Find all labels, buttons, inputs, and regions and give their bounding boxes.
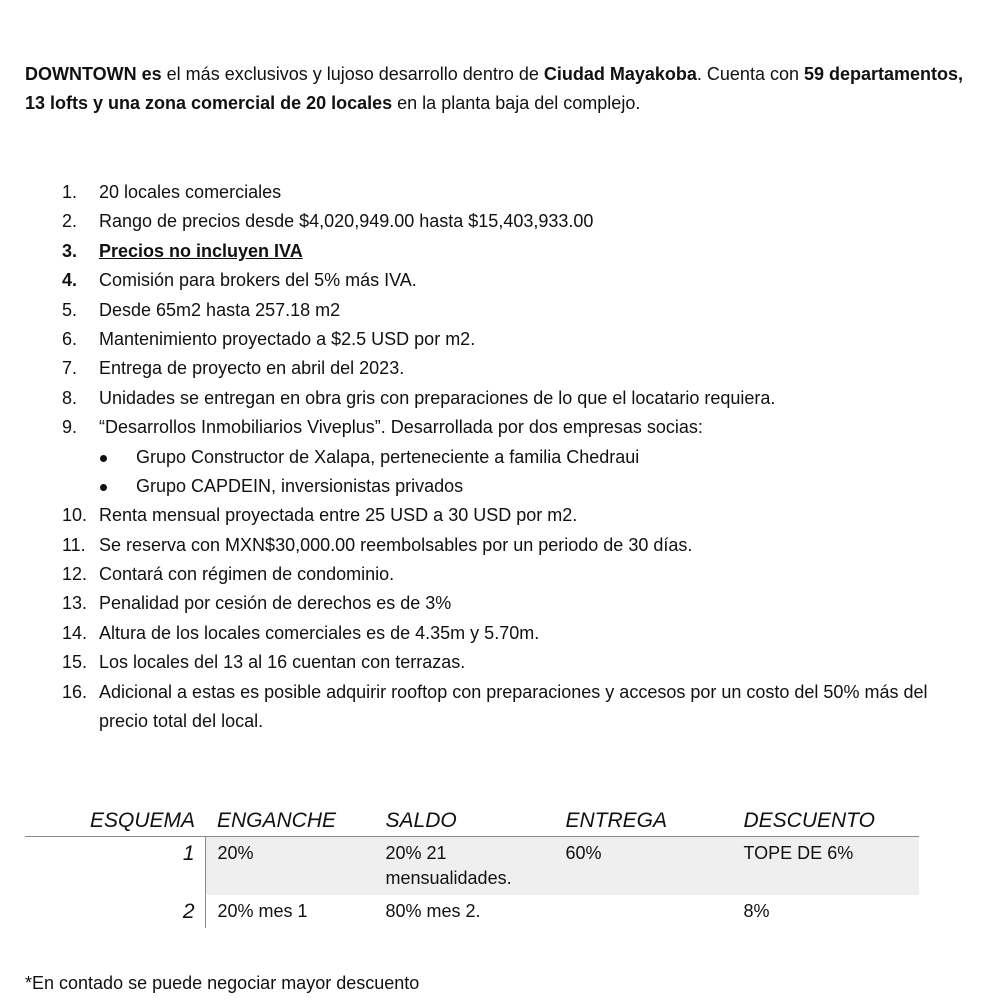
list-number: 7. xyxy=(62,358,78,379)
list-item xyxy=(62,384,962,413)
list-item xyxy=(62,589,962,618)
list-number: 15. xyxy=(62,652,88,673)
list-item xyxy=(62,560,962,589)
list-text: 20 locales comerciales xyxy=(99,182,282,202)
list-item xyxy=(62,207,962,236)
list-item xyxy=(62,266,962,295)
list-item xyxy=(62,413,962,442)
list-text: Adicional a estas es posible adquirir rooftop con preparaciones y accesos por un costo del 50% más del precio total del local. xyxy=(99,681,928,732)
list-item xyxy=(62,296,962,325)
intro-text-1: el más exclusivos y lujoso desarrollo dentro de xyxy=(161,64,544,84)
header-saldo: SALDO xyxy=(386,806,566,837)
cell-descuento: TOPE DE 6% xyxy=(744,837,920,896)
list-number: 13. xyxy=(62,593,88,614)
list-number: 4. xyxy=(62,270,78,291)
features-list xyxy=(62,178,962,736)
list-item xyxy=(62,178,962,207)
intro-paragraph xyxy=(25,60,975,118)
list-number: 8. xyxy=(62,387,78,408)
header-descuento: DESCUENTO xyxy=(744,806,920,837)
list-text: Rango de precios desde $4,020,949.00 hasta $15,403,933.00 xyxy=(99,211,594,232)
table-row xyxy=(25,837,919,896)
list-text: Altura de los locales comerciales es de 4.35m y 5.70m. xyxy=(99,622,540,643)
bullet-text: Grupo CAPDEIN, inversionistas privados xyxy=(136,475,464,496)
table-row xyxy=(25,895,919,928)
list-number: 9. xyxy=(62,417,78,438)
list-number: 2. xyxy=(62,211,78,232)
list-number: 1. xyxy=(62,182,78,202)
intro-text-2: . Cuenta con xyxy=(696,64,804,84)
cell-descuento: 8% xyxy=(743,901,770,921)
list-text: “Desarrollos Inmobiliarios Viveplus”. Desarrollada por dos empresas socias: xyxy=(99,417,703,438)
footnote: *En contado se puede negociar mayor descuento xyxy=(25,973,420,993)
list-item xyxy=(62,325,962,354)
list-item xyxy=(62,648,962,677)
list-number: 5. xyxy=(62,299,78,320)
list-item xyxy=(62,619,962,648)
list-number: 16. xyxy=(62,681,88,702)
bullet-icon xyxy=(100,455,107,462)
list-text: Los locales del 13 al 16 cuentan con terrazas. xyxy=(99,652,466,673)
bullet-icon xyxy=(100,484,107,491)
payment-schema-table xyxy=(25,806,919,928)
list-item xyxy=(62,531,962,560)
list-text: Desde 65m2 hasta 257.18 m2 xyxy=(99,299,341,320)
cell-esquema: 2 xyxy=(25,895,205,928)
bullet-item xyxy=(62,472,962,501)
header-entrega: ENTREGA xyxy=(566,806,744,837)
table-header-row xyxy=(25,806,919,837)
list-number: 12. xyxy=(62,564,88,585)
list-text: Renta mensual proyectada entre 25 USD a 30 USD por m2. xyxy=(99,505,578,526)
list-item xyxy=(62,354,962,383)
list-text: Mantenimiento proyectado a $2.5 USD por m2. xyxy=(99,328,476,349)
list-text: Comisión para brokers del 5% más IVA. xyxy=(99,270,417,291)
header-enganche: ENGANCHE xyxy=(205,806,386,837)
city-name: Ciudad Mayakoba xyxy=(543,64,697,84)
cell-entrega xyxy=(566,895,744,928)
list-number: 10. xyxy=(62,505,88,526)
list-text: Contará con régimen de condominio. xyxy=(99,564,395,585)
bullet-item xyxy=(62,443,962,472)
list-text: Penalidad por cesión de derechos es de 3% xyxy=(99,593,452,614)
list-item xyxy=(62,501,962,530)
intro-text-3: en la planta baja del complejo. xyxy=(392,93,641,113)
bullet-text: Grupo Constructor de Xalapa, perteneciente a familia Chedraui xyxy=(136,446,640,467)
list-text: Unidades se entregan en obra gris con preparaciones de lo que el locatario requiera. xyxy=(99,387,776,408)
list-number: 6. xyxy=(62,328,78,349)
cell-enganche: 20% xyxy=(205,837,386,896)
list-number: 11. xyxy=(62,534,86,555)
list-text: Entrega de proyecto en abril del 2023. xyxy=(99,358,405,379)
brand-name: DOWNTOWN es xyxy=(25,64,162,84)
features-summary: 59 departamentos, 13 lofts y una zona comercial de 20 locales xyxy=(25,64,964,113)
list-number: 14. xyxy=(62,622,88,643)
cell-esquema: 1 xyxy=(25,837,205,896)
list-text: Se reserva con MXN$30,000.00 reembolsables por un periodo de 30 días. xyxy=(99,534,693,555)
list-item xyxy=(62,678,962,737)
cell-saldo: 20% 21 mensualidades. xyxy=(386,837,566,896)
cell-saldo: 80% mes 2. xyxy=(385,901,481,921)
list-item xyxy=(62,237,962,266)
list-number: 3. xyxy=(62,240,78,261)
list-text: Precios no incluyen IVA xyxy=(99,240,303,261)
header-esquema: ESQUEMA xyxy=(25,806,205,837)
cell-entrega: 60% xyxy=(566,837,744,896)
cell-enganche: 20% mes 1 xyxy=(217,901,308,921)
